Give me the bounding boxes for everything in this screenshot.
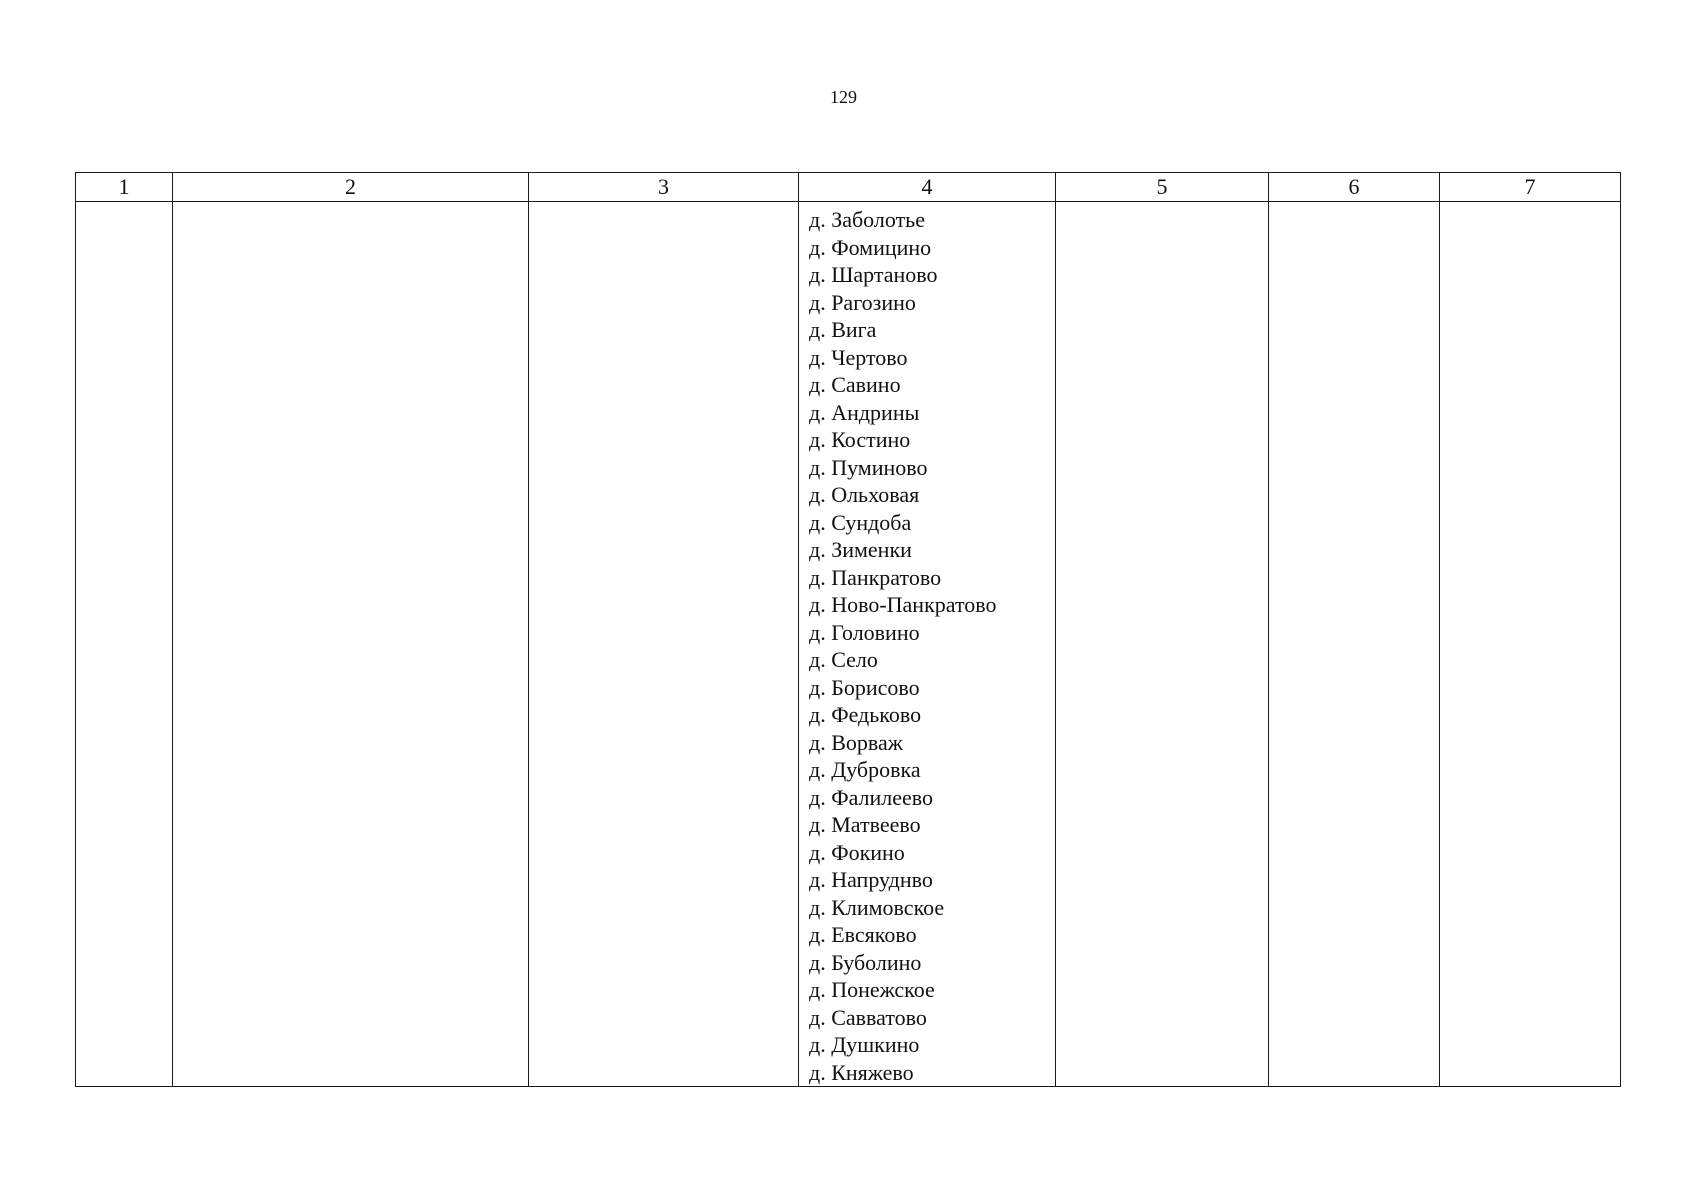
list-item: д. Чертово: [809, 344, 908, 370]
list-item: д. Шартаново: [809, 262, 938, 287]
column-header-1: 1: [76, 173, 173, 202]
list-item: д. Ворваж: [809, 729, 903, 755]
list-item: д. Савино: [809, 372, 901, 397]
list-item: д. Вига: [809, 317, 877, 342]
list-item: д. Княжево: [809, 1059, 914, 1085]
list-item: д. Борисово: [809, 674, 920, 700]
list-item: д. Андрины: [809, 399, 920, 425]
column-header-5: 5: [1056, 173, 1269, 202]
list-item: д. Фомицино: [809, 234, 932, 260]
list-item: д. Пуминово: [809, 454, 928, 480]
list-item: д. Савватово: [809, 1004, 927, 1030]
list-item: д. Сундоба: [809, 509, 912, 535]
list-item: д. Климовское: [809, 894, 945, 920]
list-item: д. Зименки: [809, 537, 912, 562]
cell-col-4: [799, 202, 1056, 1087]
settlements-table: [75, 172, 1621, 1087]
cell-col-2: [173, 202, 529, 1087]
list-item: д. Рагозино: [809, 289, 916, 315]
column-header-4: 4: [799, 173, 1056, 202]
cell-col-3: [529, 202, 799, 1087]
list-item: д. Костино: [809, 427, 911, 452]
page-number: 129: [830, 87, 857, 107]
list-item: д. Ново-Панкратово: [809, 592, 997, 617]
table-row: [76, 202, 1621, 1087]
cell-col-7: [1440, 202, 1621, 1087]
header-row: [76, 173, 1621, 202]
list-item: д. Село: [809, 647, 878, 672]
list-item: д. Панкратово: [809, 564, 942, 590]
list-item: д. Федьково: [809, 702, 922, 727]
list-item: д. Душкино: [809, 1032, 920, 1057]
column-header-3: 3: [529, 173, 799, 202]
cell-col-6: [1269, 202, 1440, 1087]
list-item: д. Буболино: [809, 949, 922, 975]
list-item: д. Головино: [809, 619, 920, 645]
column-header-2: 2: [173, 173, 529, 202]
list-item: д. Заболотье: [809, 207, 925, 232]
cell-col-5: [1056, 202, 1269, 1087]
list-item: д. Дубровка: [809, 757, 921, 782]
column-header-6: 6: [1269, 173, 1440, 202]
list-item: д. Напруднво: [809, 867, 933, 892]
list-item: д. Фалилеево: [809, 784, 934, 810]
list-item: д. Понежское: [809, 977, 935, 1002]
list-item: д. Матвеево: [809, 812, 921, 837]
column-header-7: 7: [1440, 173, 1621, 202]
village-list: [799, 202, 1055, 1086]
list-item: д. Евсяково: [809, 922, 917, 947]
list-item: д. Ольховая: [809, 482, 920, 507]
cell-col-1: [76, 202, 173, 1087]
list-item: д. Фокино: [809, 839, 905, 865]
